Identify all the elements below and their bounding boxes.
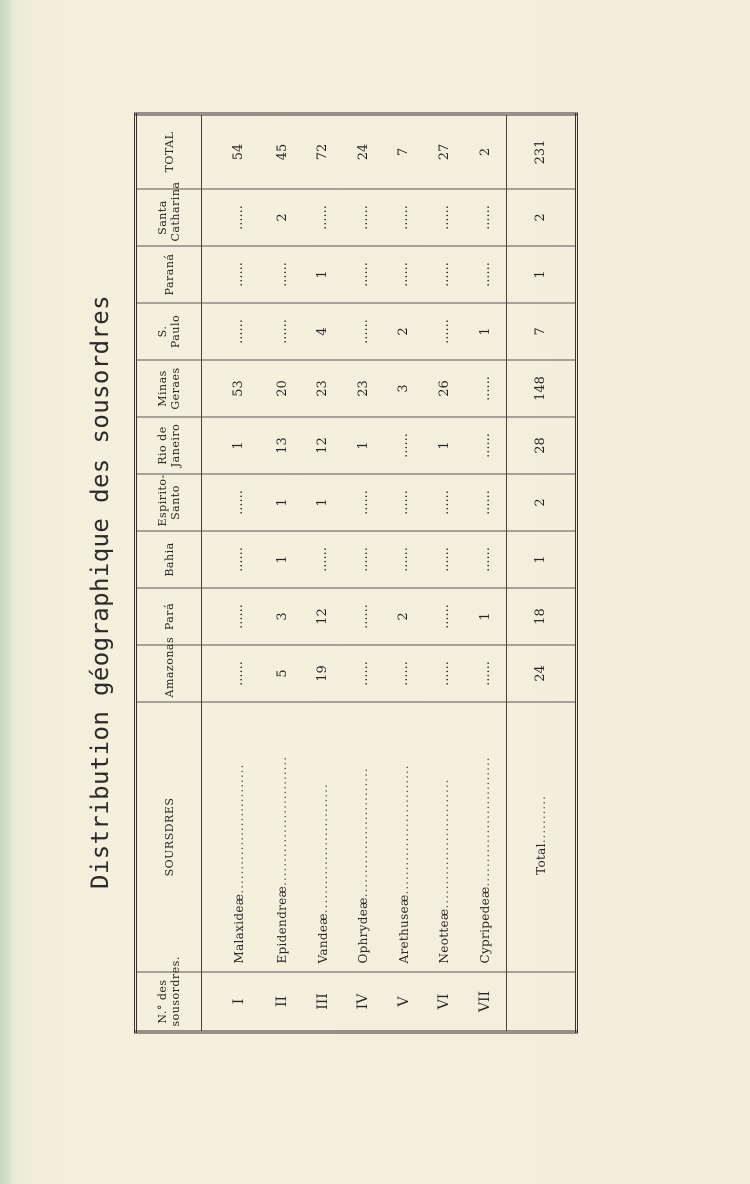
row-number: VII <box>465 972 506 1032</box>
cell: 1 <box>262 531 303 588</box>
header-cell: Santa Catharina <box>136 189 202 246</box>
cell: 72 <box>302 114 343 189</box>
cell: 2 <box>465 114 506 189</box>
distribution-table-wrapper <box>134 129 578 1034</box>
cell: ...... <box>384 417 425 474</box>
cell: 13 <box>262 417 303 474</box>
row-name: Ophrydeæ........................... <box>343 702 384 972</box>
cell: 45 <box>262 114 303 189</box>
cell: 3 <box>262 588 303 645</box>
header-cell: TOTAL <box>136 114 202 189</box>
row-name: Malaxideæ........................... <box>202 702 262 972</box>
header-cell: Rio de Janeiro <box>136 417 202 474</box>
cell: ...... <box>384 474 425 531</box>
cell: ...... <box>302 531 343 588</box>
header-cell: Bahia <box>136 531 202 588</box>
total-cell: 7 <box>506 303 576 360</box>
cell: ...... <box>424 303 465 360</box>
header-cell: SOURSDRES <box>136 702 202 972</box>
row-name: Epidendreæ........................... <box>262 702 303 972</box>
cell: 12 <box>302 417 343 474</box>
cell: 23 <box>343 360 384 417</box>
total-cell: 28 <box>506 417 576 474</box>
cell: 1 <box>202 417 262 474</box>
cell: ...... <box>465 189 506 246</box>
cell: ...... <box>202 303 262 360</box>
table-row <box>384 114 425 1032</box>
total-cell: 2 <box>506 189 576 246</box>
header-cell: Amazonas <box>136 645 202 702</box>
cell: 20 <box>262 360 303 417</box>
cell: 1 <box>465 303 506 360</box>
total-label: Total.......... <box>506 702 576 972</box>
cell: 26 <box>424 360 465 417</box>
total-cell: 231 <box>506 114 576 189</box>
cell: ...... <box>384 189 425 246</box>
cell: ...... <box>343 189 384 246</box>
cell: 5 <box>262 645 303 702</box>
row-name: Cypripedeæ........................... <box>465 702 506 972</box>
cell: 1 <box>424 417 465 474</box>
cell: ...... <box>384 246 425 303</box>
cell: 53 <box>202 360 262 417</box>
header-cell: Pará <box>136 588 202 645</box>
table-row <box>424 114 465 1032</box>
total-cell: 1 <box>506 246 576 303</box>
table-header-row <box>136 114 202 1032</box>
total-cell: 24 <box>506 645 576 702</box>
cell: 1 <box>465 588 506 645</box>
distribution-table <box>134 113 578 1034</box>
cell: ...... <box>343 645 384 702</box>
row-number: IV <box>343 972 384 1032</box>
total-cell: 18 <box>506 588 576 645</box>
header-cell: Paraná <box>136 246 202 303</box>
cell: 2 <box>384 303 425 360</box>
cell: ...... <box>262 246 303 303</box>
row-number: I <box>202 972 262 1032</box>
cell: ...... <box>343 246 384 303</box>
row-name: Vandeæ........................... <box>302 702 343 972</box>
cell: ...... <box>202 474 262 531</box>
cell: ...... <box>202 531 262 588</box>
cell: 23 <box>302 360 343 417</box>
cell: 54 <box>202 114 262 189</box>
cell: ...... <box>202 645 262 702</box>
cell: ...... <box>384 645 425 702</box>
cell: ...... <box>424 588 465 645</box>
cell: ...... <box>343 531 384 588</box>
cell: ...... <box>384 531 425 588</box>
cell: ...... <box>343 303 384 360</box>
row-number: II <box>262 972 303 1032</box>
cell: 4 <box>302 303 343 360</box>
total-cell: 148 <box>506 360 576 417</box>
row-name: Neotteæ........................... <box>424 702 465 972</box>
cell: ...... <box>424 474 465 531</box>
cell: ...... <box>202 189 262 246</box>
total-number-empty <box>506 972 576 1032</box>
cell: ...... <box>424 645 465 702</box>
cell: ...... <box>343 474 384 531</box>
row-number: V <box>384 972 425 1032</box>
cell: ...... <box>465 531 506 588</box>
cell: 1 <box>262 474 303 531</box>
cell: 24 <box>343 114 384 189</box>
cell: 2 <box>262 189 303 246</box>
cell: 7 <box>384 114 425 189</box>
cell: ...... <box>465 417 506 474</box>
page-title: Distribution géographique des sousordres <box>86 295 114 889</box>
cell: 12 <box>302 588 343 645</box>
table-total-row <box>506 114 576 1032</box>
cell: 1 <box>343 417 384 474</box>
total-cell: 2 <box>506 474 576 531</box>
cell: ...... <box>202 588 262 645</box>
cell: ...... <box>465 474 506 531</box>
cell: ...... <box>262 303 303 360</box>
row-name: Arethuseæ........................... <box>384 702 425 972</box>
table-row <box>465 114 506 1032</box>
cell: 1 <box>302 246 343 303</box>
cell: ...... <box>465 246 506 303</box>
page-spine-shadow <box>0 0 12 1184</box>
row-number: VI <box>424 972 465 1032</box>
header-cell: Espirito-Santo <box>136 474 202 531</box>
header-cell: S. Paulo <box>136 303 202 360</box>
header-cell: N.° des sousordres. <box>136 972 202 1032</box>
cell: 3 <box>384 360 425 417</box>
cell: ...... <box>202 246 262 303</box>
cell: ...... <box>343 588 384 645</box>
cell: ...... <box>465 360 506 417</box>
table-row <box>202 114 262 1032</box>
table-row <box>302 114 343 1032</box>
cell: ...... <box>465 645 506 702</box>
cell: ...... <box>424 246 465 303</box>
cell: 27 <box>424 114 465 189</box>
table-row <box>262 114 303 1032</box>
cell: 19 <box>302 645 343 702</box>
header-cell: Minas Geraes <box>136 360 202 417</box>
cell: 2 <box>384 588 425 645</box>
total-cell: 1 <box>506 531 576 588</box>
cell: ...... <box>424 189 465 246</box>
row-number: III <box>302 972 343 1032</box>
cell: ...... <box>424 531 465 588</box>
cell: 1 <box>302 474 343 531</box>
cell: ...... <box>302 189 343 246</box>
table-row <box>343 114 384 1032</box>
